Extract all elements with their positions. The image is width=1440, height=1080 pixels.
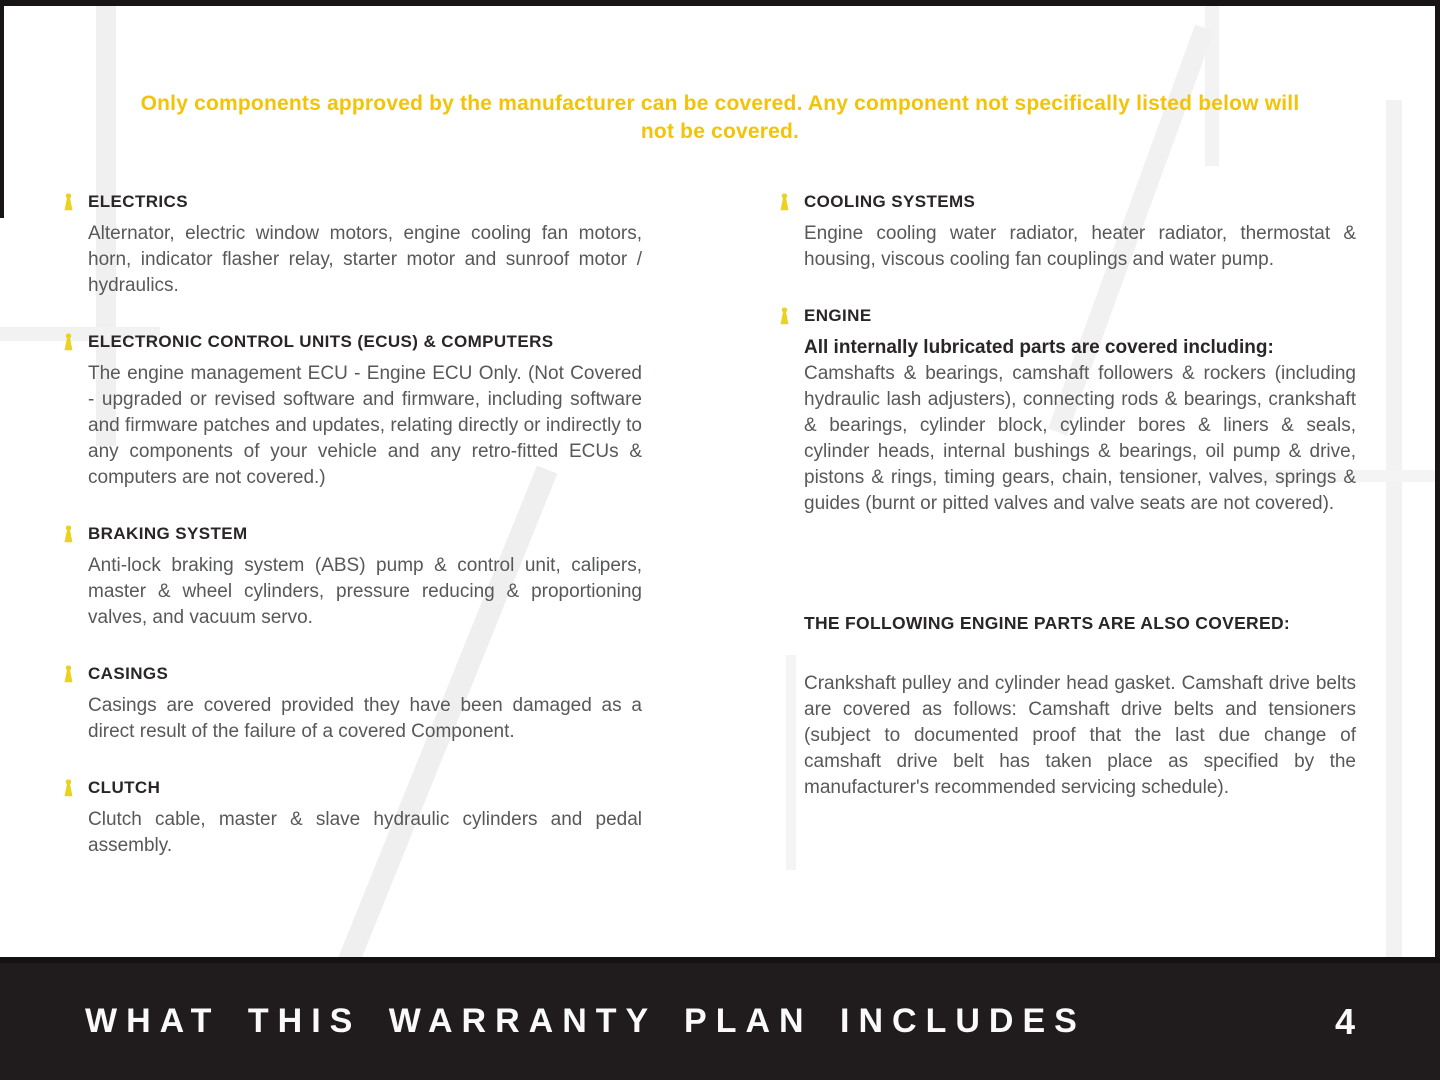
section-body: Camshafts & bearings, camshaft followers & rockers (including hydraulic lash adjusters), connecting rods & bearings, crankshaft & bearings, cylinder block, cylinder bores & liners & seals, cylinder heads, internal bushings & bearings, oil pump & drive, pistons & rings, timing gears, chain, tensioner, valves, springs & guides (burnt or pitted valves and valve seats are not covered). (804, 363, 1356, 514)
spanner-icon (62, 524, 78, 631)
section-casings (62, 664, 642, 745)
section-heading: ELECTRICS (88, 192, 188, 211)
section-engine (778, 306, 1356, 517)
left-column (62, 192, 642, 892)
spanner-icon (62, 778, 78, 859)
section-electrics (62, 192, 642, 299)
section-body: Anti-lock braking system (ABS) pump & control unit, calipers, master & wheel cylinders, pressure reducing & proportioning valves, and vacuum servo. (88, 555, 642, 628)
section-body: The engine management ECU - Engine ECU Only. (Not Covered - upgraded or revised software and firmware, including software and firmware patches and updates, relating directly or indirectly to any components of your vehicle and any retro-fitted ECUs & computers are not covered.) (88, 363, 642, 488)
section-heading: CASINGS (88, 664, 169, 683)
section-clutch (62, 778, 642, 859)
section-braking-system (62, 524, 642, 631)
section-body: Clutch cable, master & slave hydraulic cylinders and pedal assembly. (88, 809, 642, 856)
section-heading: COOLING SYSTEMS (804, 192, 976, 211)
section-body: Engine cooling water radiator, heater radiator, thermostat & housing, viscous cooling fan couplings and water pump. (804, 223, 1356, 270)
footer-page-number: 4 (1334, 1000, 1355, 1042)
page-top-border (0, 0, 1440, 6)
footer-title: WHAT THIS WARRANTY PLAN INCLUDES (85, 1002, 1086, 1040)
page-right-border (1435, 0, 1440, 1080)
right-column (778, 192, 1356, 801)
section-body: Alternator, electric window motors, engine cooling fan motors, horn, indicator flasher relay, starter motor and sunroof motor / hydraulics. (88, 223, 642, 296)
spanner-icon (778, 192, 794, 273)
spanner-icon (778, 306, 794, 517)
section-body: Crankshaft pulley and cylinder head gasket. Camshaft drive belts are covered as follows: Camshaft drive belts and tensioners (subject to documented proof that the last due change of camshaft drive belt has taken place as specified by the manufacturer's recommended servicing schedule). (804, 673, 1356, 798)
section-heading: ELECTRONIC CONTROL UNITS (ECUS) & COMPUTERS (88, 332, 554, 351)
footer-bar (0, 957, 1440, 1080)
coverage-notice-line1: Only components approved by the manufacturer can be covered. Any component not specifically listed below will (140, 92, 1300, 115)
coverage-notice (80, 90, 1360, 146)
section-engine-parts-also-covered (778, 613, 1356, 801)
coverage-notice-line2: not be covered. (640, 120, 800, 143)
section-ecus-computers (62, 332, 642, 491)
section-heading: THE FOLLOWING ENGINE PARTS ARE ALSO COVERED: (804, 613, 1291, 633)
spanner-icon (62, 192, 78, 299)
section-heading: CLUTCH (88, 778, 161, 797)
section-body: Casings are covered provided they have been damaged as a direct result of the failure of a covered Component. (88, 695, 642, 742)
section-lead: All internally lubricated parts are covered including: (804, 337, 1274, 358)
spanner-icon (62, 332, 78, 491)
page-left-border (0, 0, 4, 218)
section-heading: ENGINE (804, 306, 872, 325)
spanner-icon (62, 664, 78, 745)
section-cooling-systems (778, 192, 1356, 273)
section-heading: BRAKING SYSTEM (88, 524, 248, 543)
background-watermark-line (1386, 100, 1402, 957)
